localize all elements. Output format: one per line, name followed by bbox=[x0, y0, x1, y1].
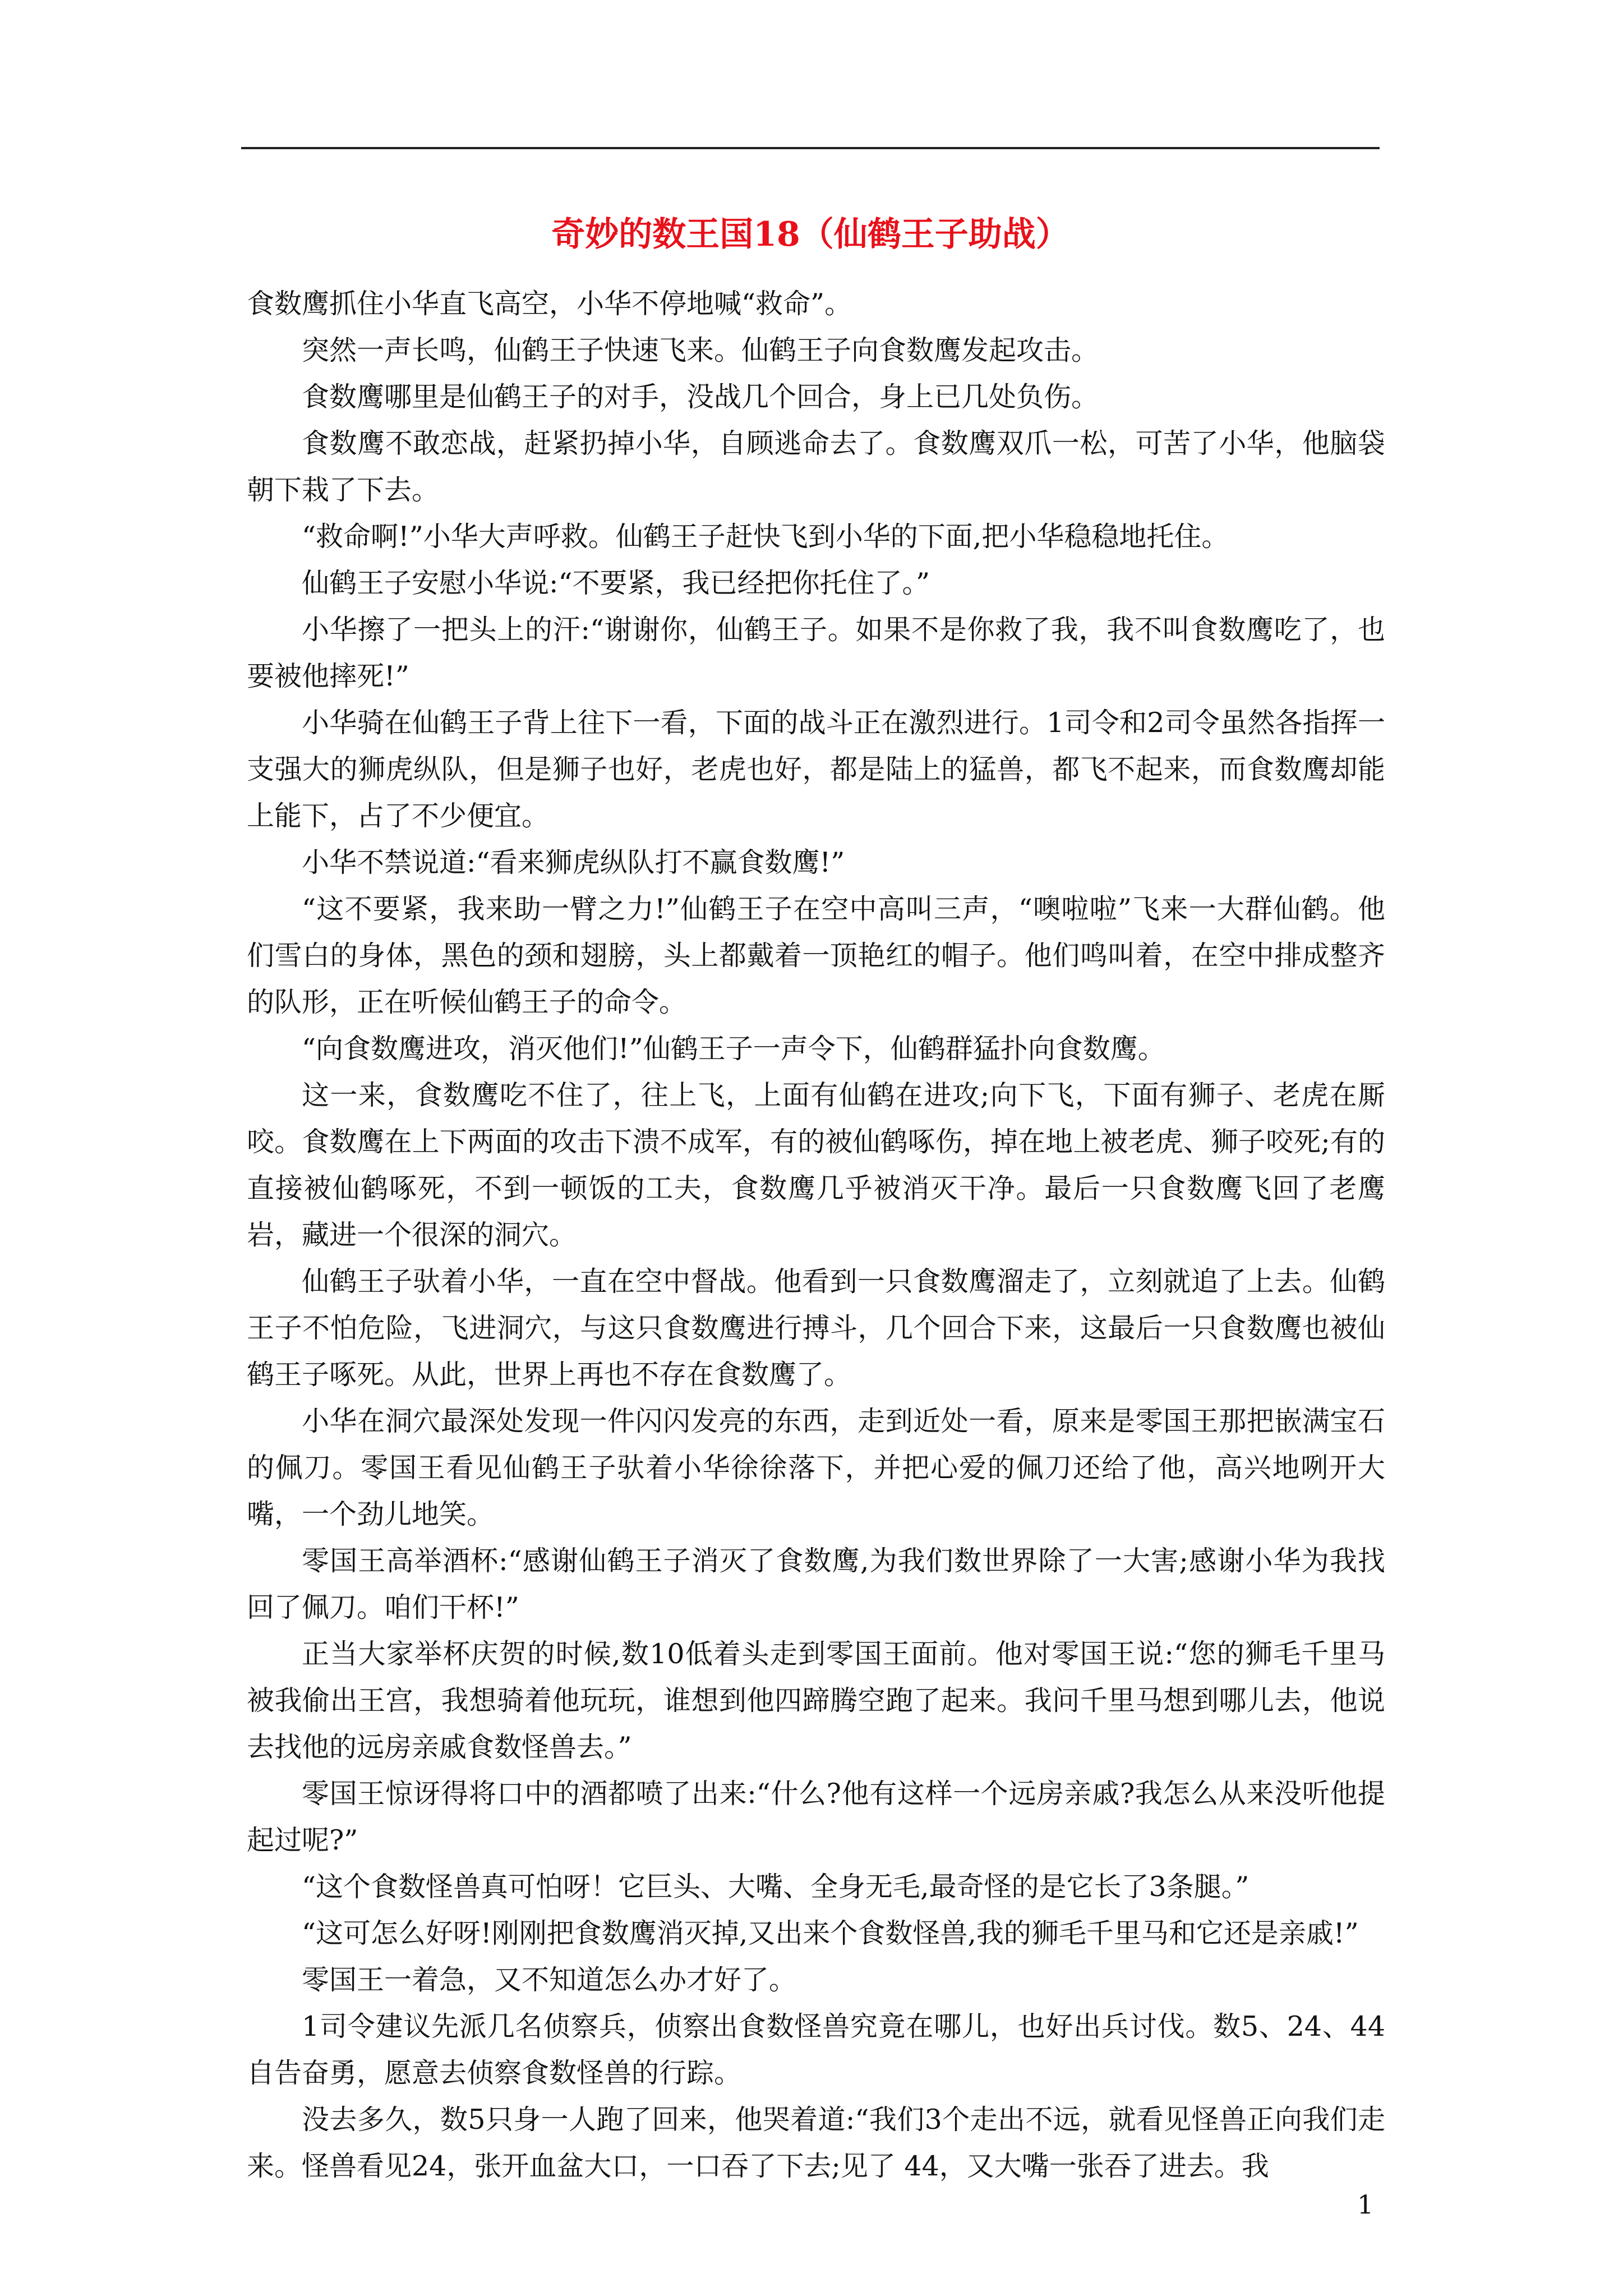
paragraph: 1司令建议先派几名侦察兵，侦察出食数怪兽究竟在哪儿，也好出兵讨伐。数5、24、44自告奋勇，愿意去侦察食数怪兽的行踪。 bbox=[247, 2010, 1385, 2089]
paragraph: 没去多久，数5只身一人跑了回来，他哭着道:“我们3个走出不远，就看见怪兽正向我们走来。怪兽看见24，张开血盆大口，一口吞了下去;见了 44，又大嘴一张吞了进去。我 bbox=[247, 2104, 1385, 2182]
paragraph: 食数鹰不敢恋战，赶紧扔掉小华，自顾逃命去了。食数鹰双爪一松，可苦了小华，他脑袋朝下栽了下去。 bbox=[247, 427, 1385, 506]
paragraph: 仙鹤王子安慰小华说:“不要紧，我已经把你托住了。” bbox=[302, 567, 930, 599]
body-text bbox=[247, 280, 1385, 2189]
paragraph: 零国王惊讶得将口中的酒都喷了出来:“什么?他有这样一个远房亲戚?我怎么从来没听他提起过呢?” bbox=[247, 1778, 1385, 1856]
paragraph: 零国王高举酒杯:“感谢仙鹤王子消灭了食数鹰,为我们数世界除了一大害;感谢小华为我找回了佩刀。咱们干杯!” bbox=[247, 1545, 1385, 1623]
paragraph: 小华骑在仙鹤王子背上往下一看，下面的战斗正在激烈进行。1司令和2司令虽然各指挥一支强大的狮虎纵队，但是狮子也好，老虎也好，都是陆上的猛兽，都飞不起来，而食数鹰却能上能下，占了不少便宜。 bbox=[247, 707, 1385, 832]
page-number: 1 bbox=[1357, 2189, 1374, 2220]
paragraph: 正当大家举杯庆贺的时候,数10低着头走到零国王面前。他对零国王说:“您的狮毛千里马被我偷出王宫，我想骑着他玩玩，谁想到他四蹄腾空跑了起来。我问千里马想到哪儿去，他说去找他的远房亲戚食数怪兽去。” bbox=[247, 1638, 1385, 1763]
paragraph: 小华在洞穴最深处发现一件闪闪发亮的东西，走到近处一看，原来是零国王那把嵌满宝石的佩刀。零国王看见仙鹤王子驮着小华徐徐落下，并把心爱的佩刀还给了他，高兴地咧开大嘴，一个劲儿地笑。 bbox=[247, 1405, 1385, 1530]
paragraph: 仙鹤王子驮着小华，一直在空中督战。他看到一只食数鹰溜走了，立刻就追了上去。仙鹤王子不怕危险，飞进洞穴，与这只食数鹰进行搏斗，几个回合下来，这最后一只食数鹰也被仙鹤王子啄死。从此，世界上再也不存在食数鹰了。 bbox=[247, 1266, 1385, 1391]
paragraph: 这一来，食数鹰吃不住了，往上飞，上面有仙鹤在进攻;向下飞，下面有狮子、老虎在厮咬。食数鹰在上下两面的攻击下溃不成军，有的被仙鹤啄伤，掉在地上被老虎、狮子咬死;有的直接被仙鹤啄死，不到一顿饭的工夫，食数鹰几乎被消灭干净。最后一只食数鹰飞回了老鹰岩，藏进一个很深的洞穴。 bbox=[247, 1079, 1385, 1251]
paragraph: “救命啊!”小华大声呼救。仙鹤王子赶快飞到小华的下面,把小华稳稳地托住。 bbox=[302, 521, 1229, 553]
paragraph: 食数鹰哪里是仙鹤王子的对手，没战几个回合，身上已几处负伤。 bbox=[302, 381, 1099, 413]
paragraph: 小华擦了一把头上的汗:“谢谢你，仙鹤王子。如果不是你救了我，我不叫食数鹰吃了，也要被他摔死!” bbox=[247, 614, 1385, 692]
paragraph: 小华不禁说道:“看来狮虎纵队打不赢食数鹰!” bbox=[302, 846, 845, 878]
document-title: 奇妙的数王国18（仙鹤王子助战） bbox=[551, 215, 1069, 254]
paragraph: “这不要紧，我来助一臂之力!”仙鹤王子在空中高叫三声，“噢啦啦”飞来一大群仙鹤。他们雪白的身体，黑色的颈和翅膀，头上都戴着一顶艳红的帽子。他们鸣叫着，在空中排成整齐的队形，正在听候仙鹤王子的命令。 bbox=[247, 893, 1385, 1018]
paragraph: “向食数鹰进攻，消灭他们!”仙鹤王子一声令下，仙鹤群猛扑向食数鹰。 bbox=[302, 1033, 1165, 1065]
paragraph: 零国王一着急，又不知道怎么办才好了。 bbox=[302, 1964, 797, 1996]
paragraph: “这个食数怪兽真可怕呀！它巨头、大嘴、全身无毛,最奇怪的是它长了3条腿。” bbox=[302, 1871, 1249, 1903]
header-rule bbox=[241, 147, 1380, 149]
paragraph: 突然一声长鸣，仙鹤王子快速飞来。仙鹤王子向食数鹰发起攻击。 bbox=[302, 334, 1099, 366]
paragraph: “这可怎么好呀!刚刚把食数鹰消灭掉,又出来个食数怪兽,我的狮毛千里马和它还是亲戚!” bbox=[302, 1917, 1359, 1949]
paragraph: 食数鹰抓住小华直飞高空，小华不停地喊“救命”。 bbox=[247, 288, 852, 320]
